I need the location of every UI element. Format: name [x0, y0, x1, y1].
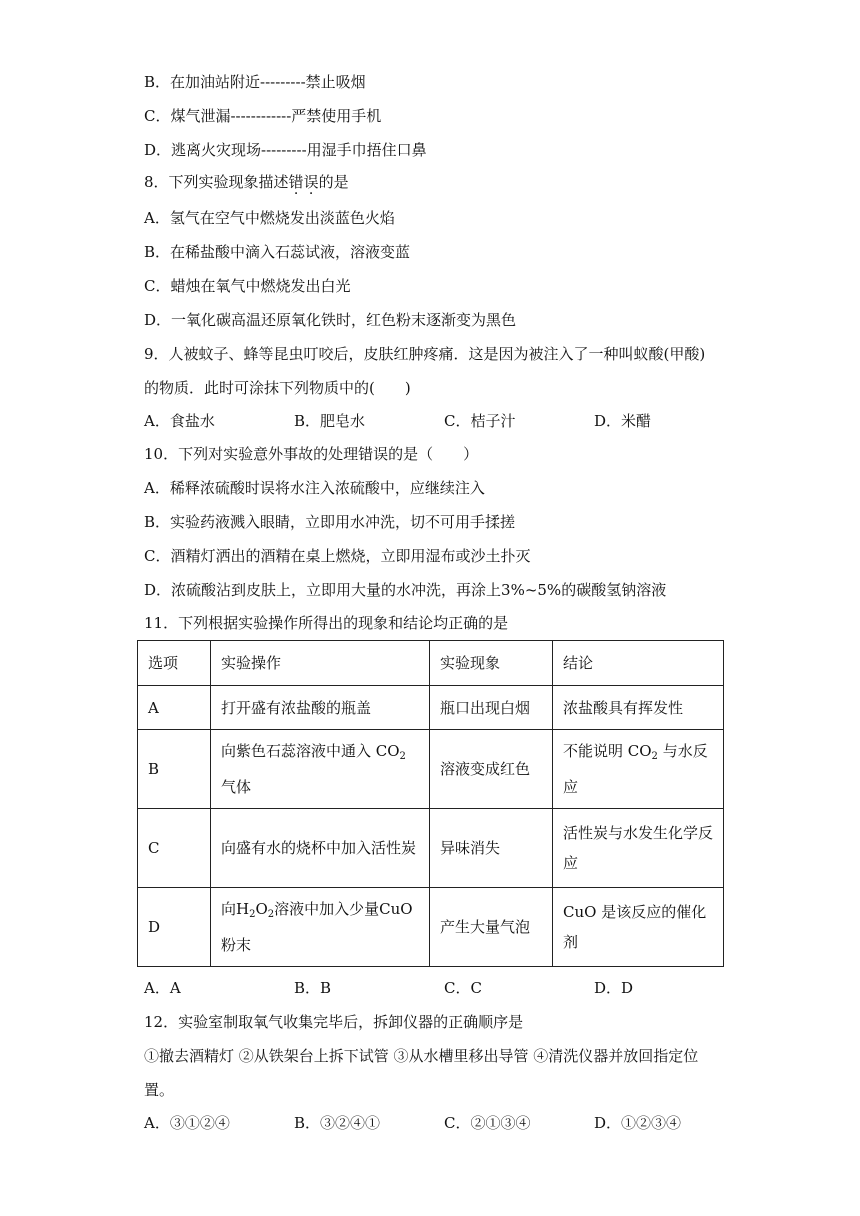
q7-option-c: C．煤气泄漏------------严禁使用手机 [144, 107, 382, 125]
table-cell-option: C [138, 809, 211, 888]
text-part: O [255, 900, 268, 918]
q12-stem: 12．实验室制取氧气收集完毕后，拆卸仪器的正确顺序是 [144, 1013, 524, 1031]
text-part: 气体 [221, 778, 252, 796]
q9-option-a: A．食盐水 [144, 412, 215, 430]
q11-table [137, 640, 724, 967]
text-part: 不能说明 CO [563, 742, 652, 760]
q9-option-c: C．桔子汁 [444, 412, 516, 430]
table-header-cell: 选项 [138, 641, 211, 686]
table-cell-conclusion: 活性炭与水发生化学反应 [553, 809, 724, 888]
table-cell-option: A [138, 686, 211, 730]
table-cell-operation: 打开盛有浓盐酸的瓶盖 [211, 686, 430, 730]
q12-option-b: B．③②④① [294, 1114, 381, 1132]
q8-stem-post: 的是 [318, 173, 349, 191]
q8-stem [144, 172, 349, 192]
table-cell-phenomenon: 溶液变成红色 [430, 730, 553, 809]
table-cell-operation: 向盛有水的烧杯中加入活性炭 [211, 809, 430, 888]
q10-option-b: B．实验药液溅入眼睛，立即用水冲洗，切不可用手揉搓 [144, 513, 516, 531]
q11-option-b: B．B [294, 979, 332, 997]
text-part: 向H [221, 900, 250, 918]
table-cell-phenomenon: 产生大量气泡 [430, 888, 553, 967]
table-header-row [138, 641, 724, 686]
table-row [138, 888, 724, 967]
table-header-cell: 实验现象 [430, 641, 553, 686]
q8-option-d: D．一氧化碳高温还原氧化铁时，红色粉末逐渐变为黑色 [144, 311, 517, 329]
table-cell-phenomenon: 瓶口出现白烟 [430, 686, 553, 730]
q10-option-d: D．浓硫酸沾到皮肤上，立即用大量的水冲洗，再涂上3%~5%的碳酸氢钠溶液 [144, 581, 667, 599]
subscript: 2 [249, 909, 256, 920]
table-cell-operation [211, 888, 430, 967]
text-part: 溶液中加入少量CuO粉末 [221, 900, 413, 954]
table-row [138, 686, 724, 730]
q11-option-d: D．D [594, 979, 634, 997]
q9-stem-line2: 的物质．此时可涂抹下列物质中的( ) [144, 379, 411, 397]
table-cell-conclusion: CuO 是该反应的催化剂 [553, 888, 724, 967]
q8-stem-pre: 8．下列实验现象描述 [144, 173, 289, 191]
table-cell-option: D [138, 888, 211, 967]
q11-stem: 11．下列根据实验操作所得出的现象和结论均正确的是 [144, 614, 509, 632]
q10-option-c: C．酒精灯洒出的酒精在桌上燃烧，立即用湿布或沙土扑灭 [144, 547, 531, 565]
q9-option-b: B．肥皂水 [294, 412, 366, 430]
q10-option-a: A．稀释浓硫酸时误将水注入浓硫酸中，应继续注入 [144, 479, 485, 497]
table-row [138, 730, 724, 809]
q8-option-b: B．在稀盐酸中滴入石蕊试液，溶液变蓝 [144, 243, 411, 261]
q10-stem: 10．下列对实验意外事故的处理错误的是（ ） [144, 445, 479, 463]
q7-option-d: D．逃离火灾现场---------用湿手巾捂住口鼻 [144, 141, 427, 159]
q12-steps-line2: 置。 [144, 1081, 175, 1099]
subscript: 2 [399, 751, 406, 762]
table-cell-option: B [138, 730, 211, 809]
table-header-cell: 实验操作 [211, 641, 430, 686]
q11-option-a: A．A [144, 979, 181, 997]
subscript: 2 [267, 909, 275, 920]
table-header-cell: 结论 [553, 641, 724, 686]
table-cell-operation [211, 730, 430, 809]
q11-option-c: C．C [444, 979, 482, 997]
table-cell-conclusion: 浓盐酸具有挥发性 [553, 686, 724, 730]
q9-stem-line1: 9．人被蚊子、蜂等昆虫叮咬后，皮肤红肿疼痛．这是因为被注入了一种叫蚁酸(甲酸) [144, 345, 706, 363]
q8-option-a: A．氢气在空气中燃烧发出淡蓝色火焰 [144, 209, 395, 227]
table-cell-conclusion [553, 730, 724, 809]
subscript: 2 [651, 751, 658, 762]
table-cell-phenomenon: 异味消失 [430, 809, 553, 888]
q12-option-d: D．①②③④ [594, 1114, 682, 1132]
q8-stem-emphasis-1: 错 [288, 173, 304, 191]
text-part: 向紫色石蕊溶液中通入 CO [221, 742, 400, 760]
q12-steps-line1: ①撤去酒精灯 ②从铁架台上拆下试管 ③从水槽里移出导管 ④清洗仪器并放回指定位 [144, 1047, 699, 1065]
q12-option-a: A．③①②④ [144, 1114, 230, 1132]
q7-option-b: B．在加油站附近---------禁止吸烟 [144, 73, 366, 91]
q12-option-c: C．②①③④ [444, 1114, 531, 1132]
q9-option-d: D．米醋 [594, 412, 652, 430]
table-row [138, 809, 724, 888]
q8-stem-emphasis-2: 误 [303, 173, 319, 191]
q8-option-c: C．蜡烛在氧气中燃烧发出白光 [144, 277, 351, 295]
text-part: 与水反应 [563, 742, 708, 796]
